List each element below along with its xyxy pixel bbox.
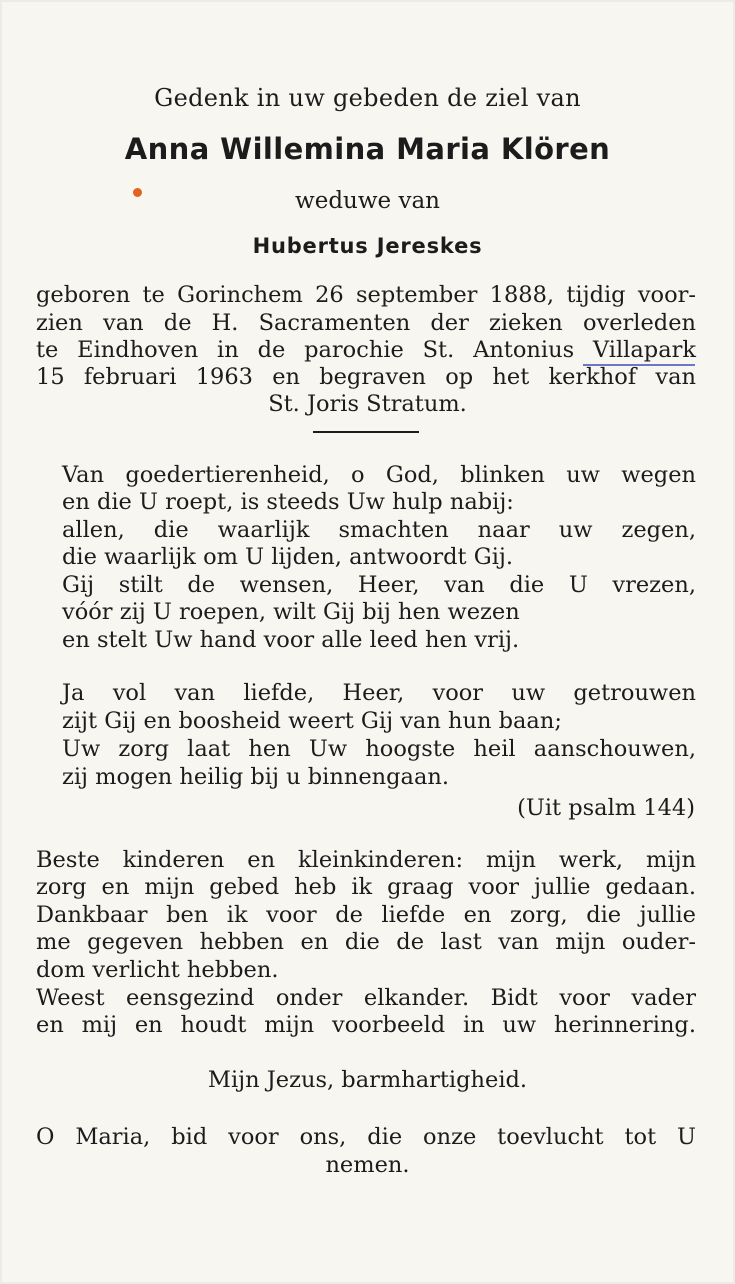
psalm-line: zijt Gij en boosheid weert Gij van hun baan; <box>62 708 562 734</box>
biography-line: 15 februari 1963 en begraven op het kerkhof van <box>36 364 696 390</box>
psalm-line: zij mogen heilig bij u binnengaan. <box>62 764 450 790</box>
psalm-reference: (Uit psalm 144) <box>517 795 695 821</box>
message-line: Beste kinderen en kleinkinderen: mijn werk, mijn <box>36 847 696 873</box>
psalm-line: Gij stilt de wensen, Heer, van die U vrezen, <box>62 572 696 598</box>
prayer-maria-line: nemen. <box>325 1152 410 1178</box>
psalm-line: allen, die waarlijk smachten naar uw zegen, <box>62 517 696 543</box>
message-line: dom verlicht hebben. <box>36 957 279 983</box>
message-line: en mij en houdt mijn voorbeeld in uw herinnering. <box>36 1012 696 1038</box>
psalm-line: en die U roept, is steeds Uw hulp nabij: <box>62 489 514 515</box>
prayer-maria-line: O Maria, bid voor ons, die onze toevlucht tot U <box>36 1124 696 1150</box>
psalm-line: die waarlijk om U lijden, antwoordt Gij. <box>62 544 514 570</box>
biography-line: St. Joris Stratum. <box>268 391 467 417</box>
psalm-line: Van goedertierenheid, o God, blinken uw wegen <box>62 462 696 488</box>
message-line: Dankbaar ben ik voor de liefde en zorg, die jullie <box>36 902 696 928</box>
spouse-name: Hubertus Jereskes <box>252 234 483 258</box>
biography-line: te Eindhoven in de parochie St. Antonius Villapark <box>36 337 696 363</box>
prayer-jesus: Mijn Jezus, barmhartigheid. <box>207 1067 528 1093</box>
psalm-line: Uw zorg laat hen Uw hoogste heil aanschouwen, <box>62 736 696 762</box>
biography-line: geboren te Gorinchem 26 september 1888, tijdig voor- <box>36 282 696 308</box>
biography-line: zien van de H. Sacramenten der zieken overleden <box>36 310 696 336</box>
psalm-line: Ja vol van liefde, Heer, voor uw getrouwen <box>62 680 696 706</box>
message-line: me gegeven hebben en die de last van mijn ouder- <box>36 929 696 955</box>
psalm-line: en stelt Uw hand voor alle leed hen vrij. <box>62 627 520 653</box>
deceased-name: Anna Willemina Maria Klören <box>124 132 611 166</box>
widow-label: weduwe van <box>295 188 440 214</box>
divider-rule <box>313 431 419 433</box>
message-line: zorg en mijn gebed heb ik graag voor jullie gedaan. <box>36 874 696 900</box>
psalm-line: vóór zij U roepen, wilt Gij bij hen wezen <box>62 599 520 625</box>
message-line: Weest eensgezind onder elkander. Bidt voor vader <box>36 985 696 1011</box>
intro-line: Gedenk in uw gebeden de ziel van <box>154 84 581 112</box>
